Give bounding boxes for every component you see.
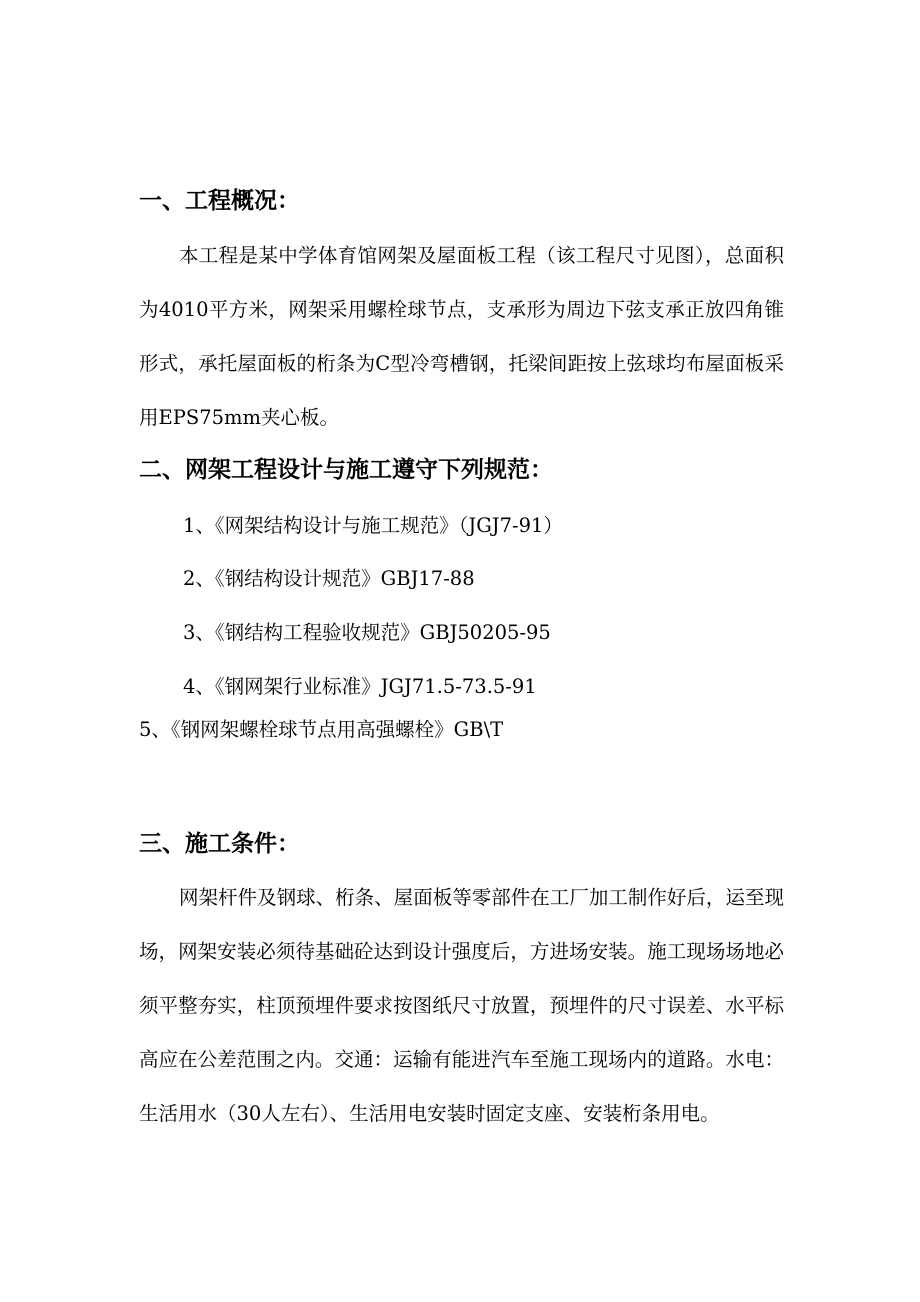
standard-item-5: 5、《钢网架螺栓球节点用高强螺栓》GB\T bbox=[139, 718, 504, 741]
standard-item-4: 4、《钢网架行业标准》JGJ71.5-73.5-91 bbox=[183, 675, 537, 698]
section-3-body: 网架杆件及钢球、桁条、屋面板等零部件在工厂加工制作好后，运至现场，网架安装必须待基础砼达到设计强度后，方进场安装。施工现场场地必须平整夯实，柱顶预埋件要求按图纸尺寸放置，预埋件的尺寸误差、水平标高应在公差范围之内。交通：运输有能进汽车至施工现场内的道路。水电：生活用水（30人左右）、生活用电安装时固定支座、安装桁条用电。 bbox=[139, 886, 784, 1125]
section-1-heading: 一、工程概况： bbox=[139, 187, 300, 214]
section-2-heading: 二、网架工程设计与施工遵守下列规范： bbox=[139, 456, 553, 483]
standard-item-1: 1、《网架结构设计与施工规范》（JGJ7-91） bbox=[183, 514, 563, 537]
section-1-body: 本工程是某中学体育馆网架及屋面板工程（该工程尺寸见图），总面积为4010平方米，网架采用螺栓球节点，支承形为周边下弦支承正放四角锥形式，承托屋面板的桁条为C型冷弯槽钢，托梁间距按上弦球均布屋面板采用EPS75mm夹心板。 bbox=[139, 244, 784, 429]
section-3-heading: 三、施工条件： bbox=[139, 830, 300, 857]
standard-item-3: 3、《钢结构工程验收规范》GBJ50205-95 bbox=[183, 621, 551, 644]
standard-item-2: 2、《钢结构设计规范》GBJ17-88 bbox=[183, 567, 475, 590]
